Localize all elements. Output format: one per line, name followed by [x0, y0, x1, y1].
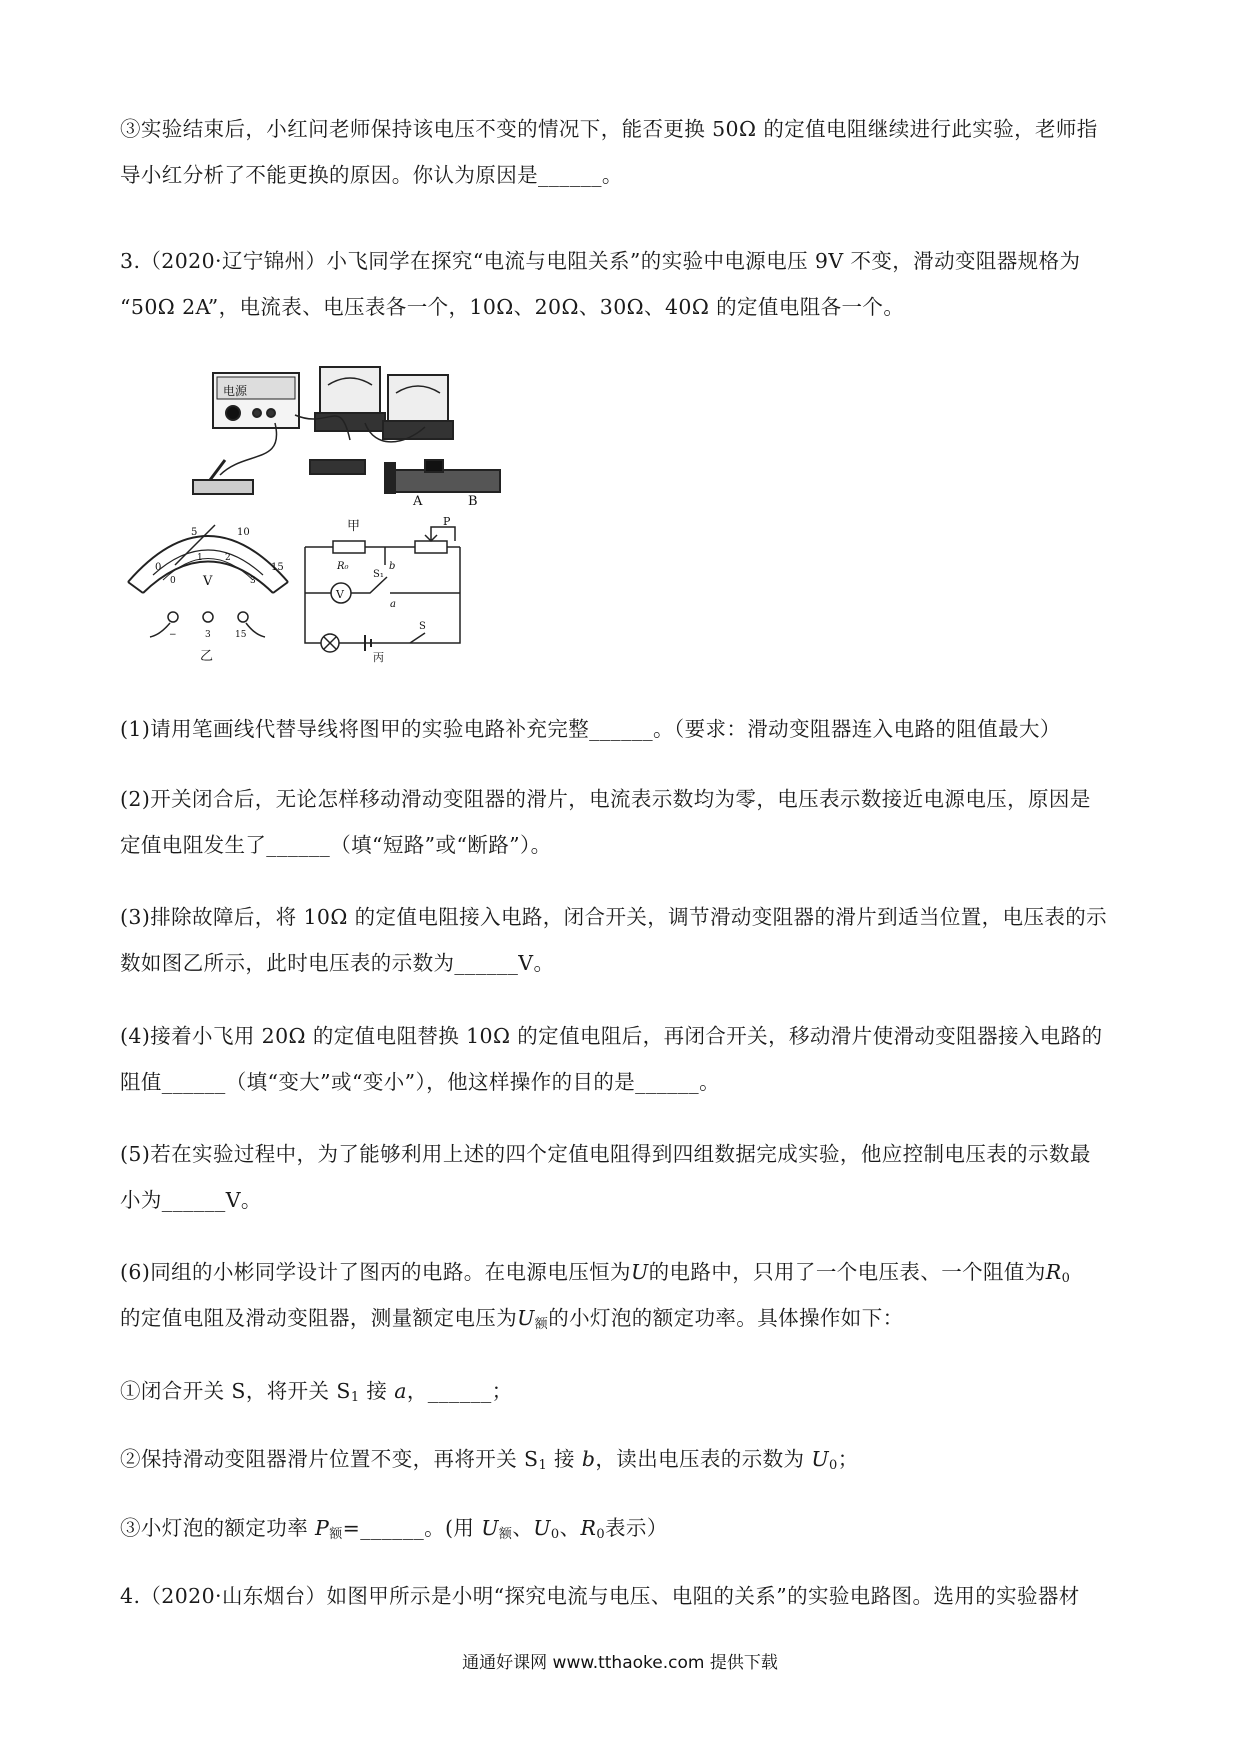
label-a: a	[390, 599, 396, 610]
step1-s1-sub: 1	[350, 1390, 360, 1405]
sub6-text-4: 的小灯泡的额定功率。具体操作如下：	[548, 1306, 904, 1330]
q2-tail-line-2: 导小红分析了不能更换的原因。你认为原因是______。	[120, 163, 623, 187]
q3-sub4	[120, 1013, 1130, 1105]
var-u: U	[630, 1260, 649, 1284]
q3-sub6	[120, 1249, 1130, 1341]
slider-label-b: B	[468, 494, 478, 509]
var-u-rated-sub: 额	[534, 1317, 549, 1332]
terminal-15: 15	[235, 630, 247, 640]
step1-text-2: 接	[359, 1379, 395, 1403]
power-label: 电源	[223, 384, 248, 398]
sub6-text-1: (6)同组的小彬同学设计了图丙的电路。在电源电压恒为	[120, 1260, 631, 1284]
step2-text-2: 接	[547, 1447, 582, 1471]
label-yi: 乙	[200, 649, 214, 664]
step2-text-4: ；	[837, 1447, 859, 1471]
label-r0: R₀	[337, 561, 349, 572]
label-p: P	[443, 515, 451, 528]
label-s: S	[419, 621, 426, 632]
step3-text-4: 、	[559, 1516, 581, 1540]
q3-sub6-line-1	[120, 1249, 1130, 1295]
dial-top-0: 0	[155, 562, 162, 573]
step3-var-p: P	[315, 1516, 330, 1540]
figure-jia	[193, 367, 500, 534]
step3-var-u0-sub: 0	[550, 1527, 560, 1542]
q3-sub5-line-1: (5)若在实验过程中，为了能够利用上述的四个定值电阻得到四组数据完成实验，他应控制电压表的示数最	[120, 1142, 1091, 1166]
q2-tail	[120, 106, 1130, 198]
page-footer: 通通好课网 www.tthaoke.com 提供下载	[462, 1653, 778, 1673]
figure-bing	[305, 515, 460, 664]
step2-s1-sub: 1	[538, 1458, 548, 1473]
terminal-3: 3	[205, 630, 211, 640]
q3-step3	[120, 1505, 1130, 1551]
q2-tail-line-1: ③实验结束后，小红问老师保持该电压不变的情况下，能否更换 50Ω 的定值电阻继续进行此实验，老师指	[120, 117, 1098, 141]
step3-var-u0: U	[533, 1516, 551, 1540]
q3-step1-line	[120, 1368, 1130, 1414]
q4-intro	[120, 1573, 1130, 1619]
var-u-rated: U	[517, 1306, 535, 1330]
label-jia: 甲	[347, 519, 361, 534]
dial-bottom-1: 1	[197, 553, 203, 563]
step3-var-p-sub: 额	[329, 1527, 343, 1542]
q3-sub5-line-2: 小为______V。	[120, 1188, 262, 1212]
slider-label-a: A	[413, 494, 423, 509]
figure-yi	[128, 525, 288, 664]
step3-var-r0-sub: 0	[596, 1527, 606, 1542]
dial-top-5: 5	[191, 527, 198, 538]
q3-sub4-line-1: (4)接着小飞用 20Ω 的定值电阻替换 10Ω 的定值电阻后，再闭合开关，移动滑片使滑动变阻器接入电路的	[120, 1024, 1103, 1048]
q3-sub3	[120, 894, 1130, 986]
q3-intro	[120, 238, 1130, 330]
q3-sub6-line-2	[120, 1295, 1130, 1341]
q3-intro-line-1: 3.（2020·辽宁锦州）小飞同学在探究“电流与电阻关系”的实验中电源电压 9V 不变，滑动变阻器规格为	[120, 249, 1081, 273]
terminal-neg: −	[169, 630, 177, 640]
q3-sub1	[120, 706, 1130, 752]
step2-text-1: ②保持滑动变阻器滑片位置不变，再将开关 S	[120, 1447, 539, 1471]
step3-text-3: 、	[512, 1516, 534, 1540]
dial-top-15: 15	[271, 562, 284, 573]
step2-text-3: ，读出电压表的示数为	[595, 1447, 812, 1471]
q3-sub2-line-2: 定值电阻发生了______（填“短路”或“断路”）。	[120, 833, 552, 857]
q3-sub2-line-1: (2)开关闭合后，无论怎样移动滑动变阻器的滑片，电流表示数均为零，电压表示数接近电源电压，原因是	[120, 787, 1091, 811]
sub6-text-2: 的电路中，只用了一个电压表、一个阻值为	[648, 1260, 1046, 1284]
q3-sub3-line-1: (3)排除故障后，将 10Ω 的定值电阻接入电路，闭合开关，调节滑动变阻器的滑片到适当位置，电压表的示	[120, 905, 1108, 929]
q3-sub3-line-2: 数如图乙所示，此时电压表的示数为______V。	[120, 951, 555, 975]
dial-bottom-0: 0	[170, 576, 176, 586]
q3-sub5	[120, 1131, 1130, 1223]
var-r-sub: 0	[1061, 1271, 1071, 1286]
dial-bottom-2: 2	[225, 553, 231, 563]
q3-figures	[125, 355, 505, 685]
q3-step1	[120, 1368, 1130, 1414]
label-bing: 丙	[373, 651, 384, 664]
q3-sub4-line-2: 阻值______（填“变大”或“变小”），他这样操作的目的是______。	[120, 1070, 720, 1094]
dial-bottom-3: 3	[250, 576, 256, 586]
step3-text-1: ③小灯泡的额定功率	[120, 1516, 316, 1540]
q3-intro-line-2: “50Ω 2A”，电流表、电压表各一个，10Ω、20Ω、30Ω、40Ω 的定值电阻各一个。	[120, 295, 905, 319]
label-s1: S₁	[373, 569, 384, 580]
sub6-text-3: 的定值电阻及滑动变阻器，测量额定电压为	[120, 1306, 518, 1330]
dial-top-10: 10	[237, 527, 250, 538]
step1-text-3: ，______；	[406, 1379, 513, 1403]
step3-var-r0: R	[580, 1516, 597, 1540]
step2-var-u0-sub: 0	[829, 1458, 838, 1473]
step2-var-u0: U	[811, 1447, 830, 1471]
q3-step3-line	[120, 1505, 1130, 1551]
label-b: b	[389, 561, 396, 572]
q3-step2	[120, 1436, 1130, 1482]
q3-sub2	[120, 776, 1130, 868]
step1-var-a: a	[394, 1379, 407, 1403]
step3-var-u-rated: U	[481, 1516, 499, 1540]
q4-intro-line-1: 4.（2020·山东烟台）如图甲所示是小明“探究电流与电压、电阻的关系”的实验电路图。选用的实验器材	[120, 1584, 1080, 1608]
circuit-figures-svg	[125, 355, 505, 685]
step2-var-b: b	[581, 1447, 596, 1471]
q3-step2-line	[120, 1436, 1130, 1482]
step3-var-u-rated-sub: 额	[498, 1527, 513, 1542]
step1-text-1: ①闭合开关 S，将开关 S	[120, 1379, 351, 1403]
dial-v-symbol: V	[203, 574, 213, 589]
var-r: R	[1045, 1260, 1062, 1284]
q3-sub1-line: (1)请用笔画线代替导线将图甲的实验电路补充完整______。（要求：滑动变阻器连入电路的阻值最大）	[120, 717, 1061, 741]
bing-v-symbol: V	[336, 588, 344, 601]
step3-text-5: 表示）	[605, 1516, 668, 1540]
step3-text-2: =______。(用	[342, 1516, 482, 1540]
